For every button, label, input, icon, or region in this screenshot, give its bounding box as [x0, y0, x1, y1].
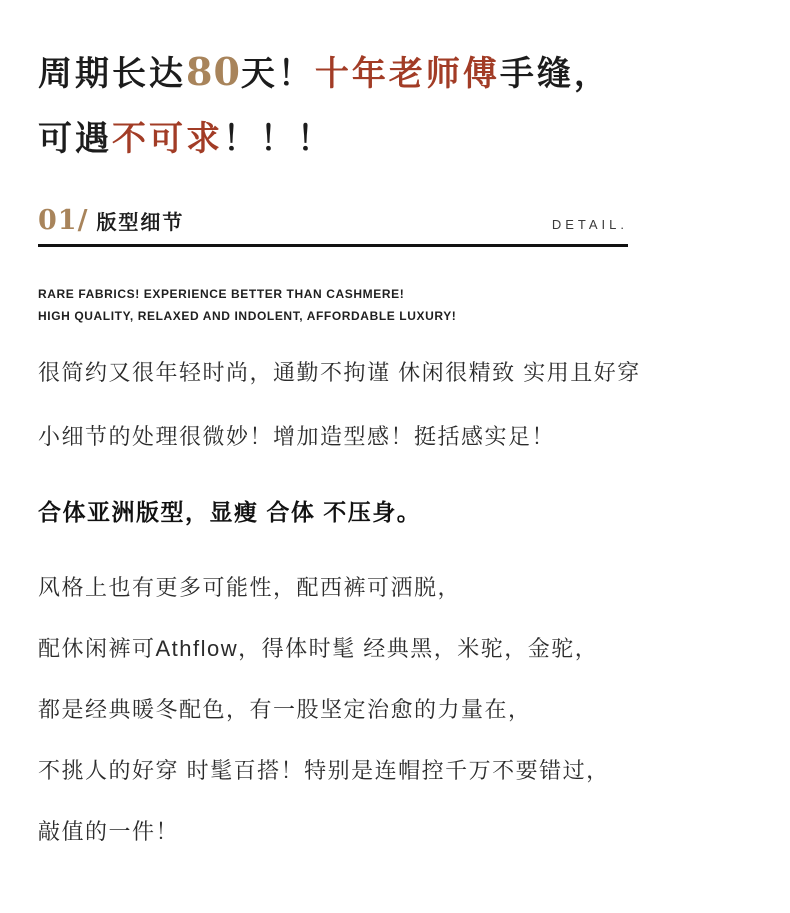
paragraph-2-line5: 敲值的一件！ — [38, 818, 180, 844]
paragraph-2-line2: 配休闲裤可Athflow，得体时髦 经典黑，米驼，金驼， — [38, 635, 599, 661]
tagline-line1: RARE FABRICS! EXPERIENCE BETTER THAN CASHMERE! — [38, 287, 405, 302]
paragraph-2-line1: 风格上也有更多可能性，配西裤可洒脱， — [38, 574, 462, 600]
paragraph-1-line1: 很简约又很年轻时尚，通勤不拘谨 休闲很精致 实用且好穿 — [38, 359, 641, 385]
headline-segment-red: 十年老师傅 — [314, 55, 500, 93]
headline-line2 — [38, 120, 750, 159]
headline-segment-red: 不可求 — [112, 120, 223, 159]
paragraph-2-line3: 都是经典暖冬配色，有一股坚定治愈的力量在， — [38, 696, 532, 722]
headline-segment: 手缝， — [499, 55, 611, 93]
section-title: 版型细节 — [96, 212, 185, 235]
section-header — [38, 205, 628, 247]
headline-segment: ！！！ — [223, 120, 334, 159]
fit-statement: 合体亚洲版型，显瘦 合体 不压身。 — [38, 498, 422, 525]
section-detail-label: DETAIL. — [551, 217, 628, 233]
headline-segment: 天！ — [240, 55, 315, 93]
headline-line1 — [38, 50, 750, 94]
section-number: 01/ — [38, 205, 89, 237]
paragraph-2-line4: 不挑人的好穿 时髦百搭！特别是连帽控千万不要错过， — [38, 757, 610, 783]
paragraph-1-line2: 小细节的处理很微妙！增加造型感！挺括感实足！ — [38, 423, 556, 449]
paragraph-1 — [38, 359, 750, 449]
tagline — [38, 283, 750, 327]
headline-segment: 周期长达 — [38, 55, 186, 93]
headline-segment: 可遇 — [38, 120, 112, 159]
headline-number-80: 80 — [186, 49, 241, 94]
headline — [38, 50, 750, 159]
tagline-line2: HIGH QUALITY, RELAXED AND INDOLENT, AFFORDABLE LUXURY! — [38, 309, 457, 324]
paragraph-2 — [38, 574, 750, 844]
